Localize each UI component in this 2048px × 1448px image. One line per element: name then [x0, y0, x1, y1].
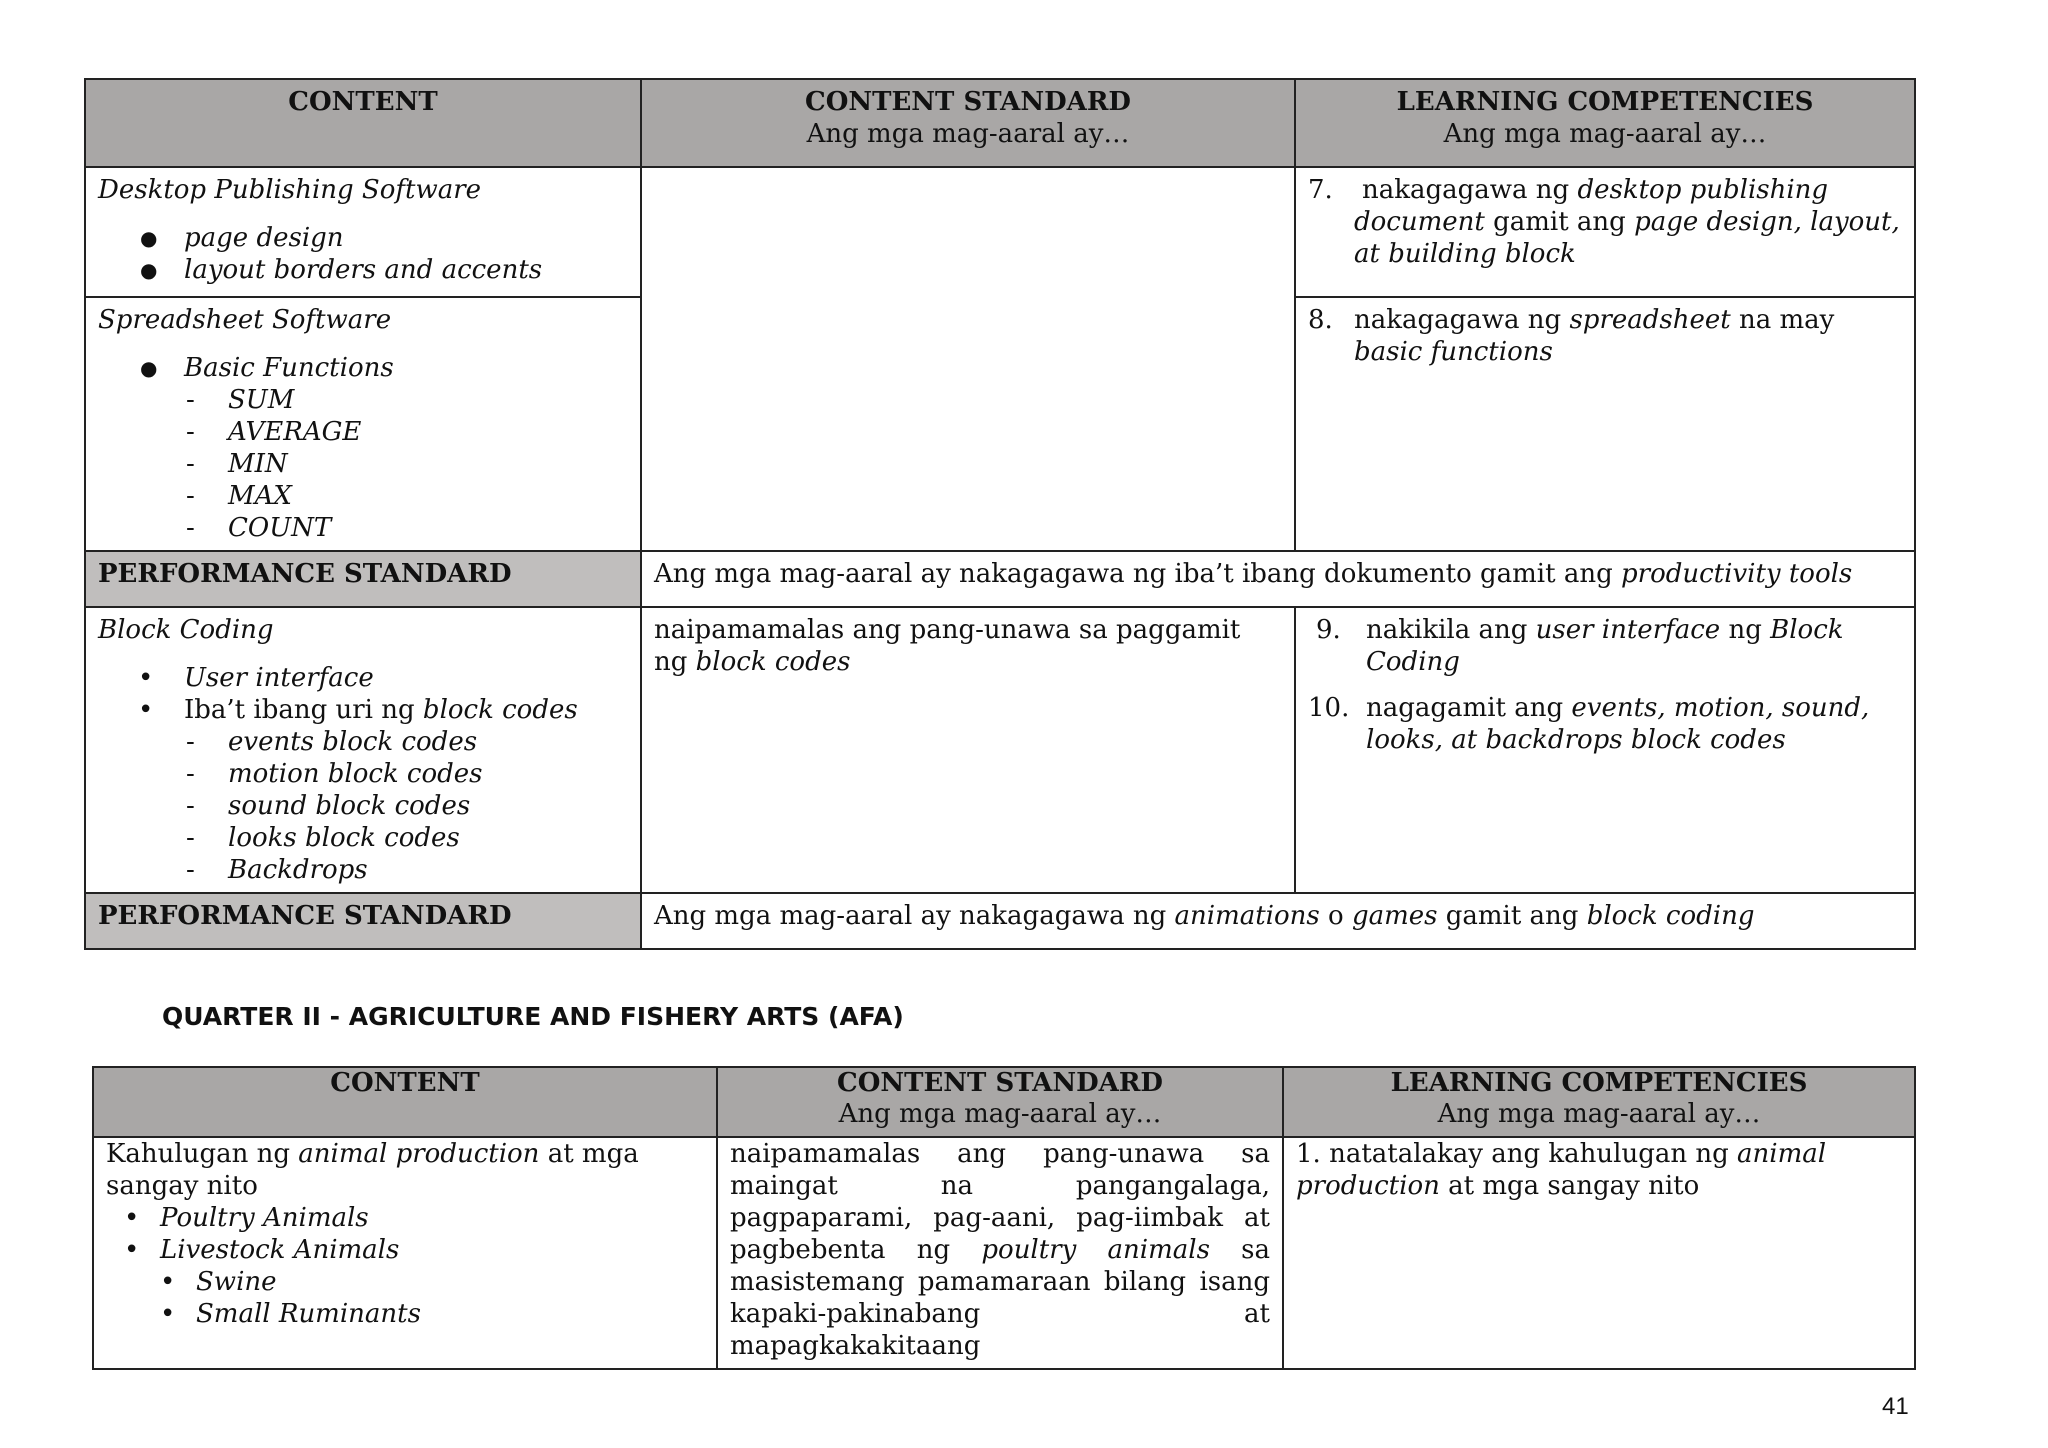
- desktop-publishing-title: Desktop Publishing Software: [98, 175, 482, 205]
- performance-standard-text: [641, 551, 1915, 607]
- performance-text: animations: [1174, 901, 1320, 931]
- performance-text: o: [1319, 901, 1352, 931]
- quarter-title: QUARTER II - AGRICULTURE AND FISHERY ARTS (AFA): [162, 1002, 904, 1031]
- list-item: • Livestock Animals: [106, 1234, 704, 1266]
- header-content-standard: [641, 79, 1295, 167]
- performance-text: gamit ang: [1437, 901, 1587, 931]
- competency-text: gamit ang: [1484, 207, 1635, 237]
- content-standard-block-coding: [641, 607, 1295, 893]
- competency-item-7: [1308, 174, 1902, 270]
- competency-text: na may: [1730, 305, 1835, 335]
- standard-text: naipamamalas ang pang-unawa sa maingat na pangangalaga, pagpaparami, pag-aani, pag-iimbak at pagbebenta ng: [730, 1139, 1270, 1265]
- competency-text: nagagamit ang: [1366, 693, 1572, 723]
- competency-item-8: [1308, 304, 1902, 368]
- block-codes-list: [98, 726, 628, 886]
- list-item: ● Basic Functions: [98, 352, 628, 384]
- block-coding-title: Block Coding: [98, 615, 274, 645]
- list-item: [98, 694, 628, 726]
- performance-text: productivity tools: [1621, 559, 1853, 589]
- list-item: - MIN: [98, 448, 628, 480]
- standard-text: poultry animals: [981, 1235, 1210, 1265]
- list-item: - events block codes: [98, 726, 628, 758]
- competency-text: user interface: [1535, 615, 1721, 645]
- list-item: - looks block codes: [98, 822, 628, 854]
- curriculum-table-afa: [92, 1066, 1916, 1370]
- competency-number: 10.: [1308, 693, 1350, 723]
- list-item-text: Iba’t ibang uri ng: [184, 695, 423, 725]
- competency-text: page design, layout, at building block: [1354, 207, 1900, 269]
- content-text: Kahulugan ng: [106, 1139, 299, 1169]
- content-text: at mga sangay nito: [106, 1139, 639, 1201]
- competency-block-coding: [1295, 607, 1915, 893]
- performance-standard-label: PERFORMANCE STANDARD: [85, 893, 641, 949]
- header-content-label: CONTENT: [330, 1068, 480, 1098]
- animal-list: [106, 1202, 704, 1330]
- header-learning-competencies: [1283, 1067, 1915, 1137]
- list-item: - motion block codes: [98, 758, 628, 790]
- content-standard-animal-production: [717, 1137, 1283, 1369]
- competency-spreadsheet: [1295, 297, 1915, 551]
- header-learning-competencies-sub: Ang mga mag-aaral ay…: [1437, 1099, 1761, 1129]
- header-content-label: CONTENT: [288, 87, 438, 117]
- performance-standard-text: [641, 893, 1915, 949]
- list-item: - COUNT: [98, 512, 628, 544]
- competency-text: animal production: [1296, 1139, 1827, 1201]
- content-standard-empty: [641, 167, 1295, 551]
- competency-item-10: [1308, 692, 1902, 756]
- content-block-coding: [85, 607, 641, 893]
- performance-standard-label: PERFORMANCE STANDARD: [85, 551, 641, 607]
- list-item: • Swine: [106, 1266, 704, 1298]
- competency-text: desktop publishing document: [1354, 175, 1829, 237]
- content-animal-production: [93, 1137, 717, 1369]
- list-item: - AVERAGE: [98, 416, 628, 448]
- header-content-standard-sub: Ang mga mag-aaral ay…: [838, 1099, 1162, 1129]
- performance-text: block coding: [1586, 901, 1755, 931]
- competency-text: at mga sangay nito: [1439, 1171, 1700, 1201]
- content-desktop-publishing: [85, 167, 641, 297]
- standard-text: naipamamalas ang pang-unawa sa paggamit ng: [654, 615, 1241, 677]
- standard-text: block codes: [695, 647, 851, 677]
- competency-text: basic functions: [1354, 337, 1553, 367]
- competency-text: nakikila ang: [1366, 615, 1536, 645]
- standard-text: sa masistemang pamamaraan bilang isang kapaki-pakinabang at mapagkakakitaang: [730, 1235, 1270, 1361]
- spreadsheet-title: Spreadsheet Software: [98, 305, 392, 335]
- list-item: • User interface: [98, 662, 628, 694]
- function-list: [98, 384, 628, 544]
- header-learning-competencies-sub: Ang mga mag-aaral ay…: [1443, 119, 1767, 149]
- list-item: - Backdrops: [98, 854, 628, 886]
- block-coding-list: [98, 662, 628, 726]
- performance-text: games: [1351, 901, 1438, 931]
- competency-text: nakagagawa ng: [1354, 305, 1570, 335]
- competency-number: 7.: [1308, 175, 1333, 205]
- list-item: ● page design: [98, 222, 628, 254]
- competency-text: Block Coding: [1366, 615, 1844, 677]
- competency-text: ng: [1720, 615, 1771, 645]
- competency-text: events, motion, sound, looks, at backdrops block codes: [1366, 693, 1870, 755]
- header-learning-competencies: [1295, 79, 1915, 167]
- competency-number: 8.: [1308, 305, 1333, 335]
- competency-item-9: [1308, 614, 1902, 678]
- header-learning-competencies-label: LEARNING COMPETENCIES: [1390, 1068, 1808, 1098]
- competency-animal-production: [1283, 1137, 1915, 1369]
- content-text: animal production: [298, 1139, 540, 1169]
- header-content-standard-sub: Ang mga mag-aaral ay…: [806, 119, 1130, 149]
- header-content-standard: [717, 1067, 1283, 1137]
- content-spreadsheet: [85, 297, 641, 551]
- page-number: 41: [1882, 1393, 1909, 1420]
- spreadsheet-list: [98, 352, 628, 384]
- header-content-standard-label: CONTENT STANDARD: [837, 1068, 1163, 1098]
- performance-text: Ang mga mag-aaral ay nakagagawa ng iba’t ibang dokumento gamit ang: [654, 559, 1621, 589]
- list-item-text: block codes: [422, 695, 578, 725]
- list-item: ● layout borders and accents: [98, 254, 628, 286]
- header-learning-competencies-label: LEARNING COMPETENCIES: [1396, 87, 1814, 117]
- curriculum-table-ict: [84, 78, 1916, 950]
- performance-text: Ang mga mag-aaral ay nakagagawa ng: [654, 901, 1175, 931]
- competency-text: spreadsheet: [1569, 305, 1731, 335]
- header-content-standard-label: CONTENT STANDARD: [805, 87, 1131, 117]
- competency-number: 9.: [1316, 615, 1341, 645]
- list-item: - MAX: [98, 480, 628, 512]
- competency-text: 1. natatalakay ang kahulugan ng: [1296, 1139, 1738, 1169]
- header-content: [93, 1067, 717, 1137]
- desktop-publishing-list: [98, 222, 628, 286]
- list-item: • Poultry Animals: [106, 1202, 704, 1234]
- competency-text: nakagagawa ng: [1362, 175, 1578, 205]
- list-item: - SUM: [98, 384, 628, 416]
- list-item: • Small Ruminants: [106, 1298, 704, 1330]
- list-item: - sound block codes: [98, 790, 628, 822]
- competency-desktop-publishing: [1295, 167, 1915, 297]
- header-content: [85, 79, 641, 167]
